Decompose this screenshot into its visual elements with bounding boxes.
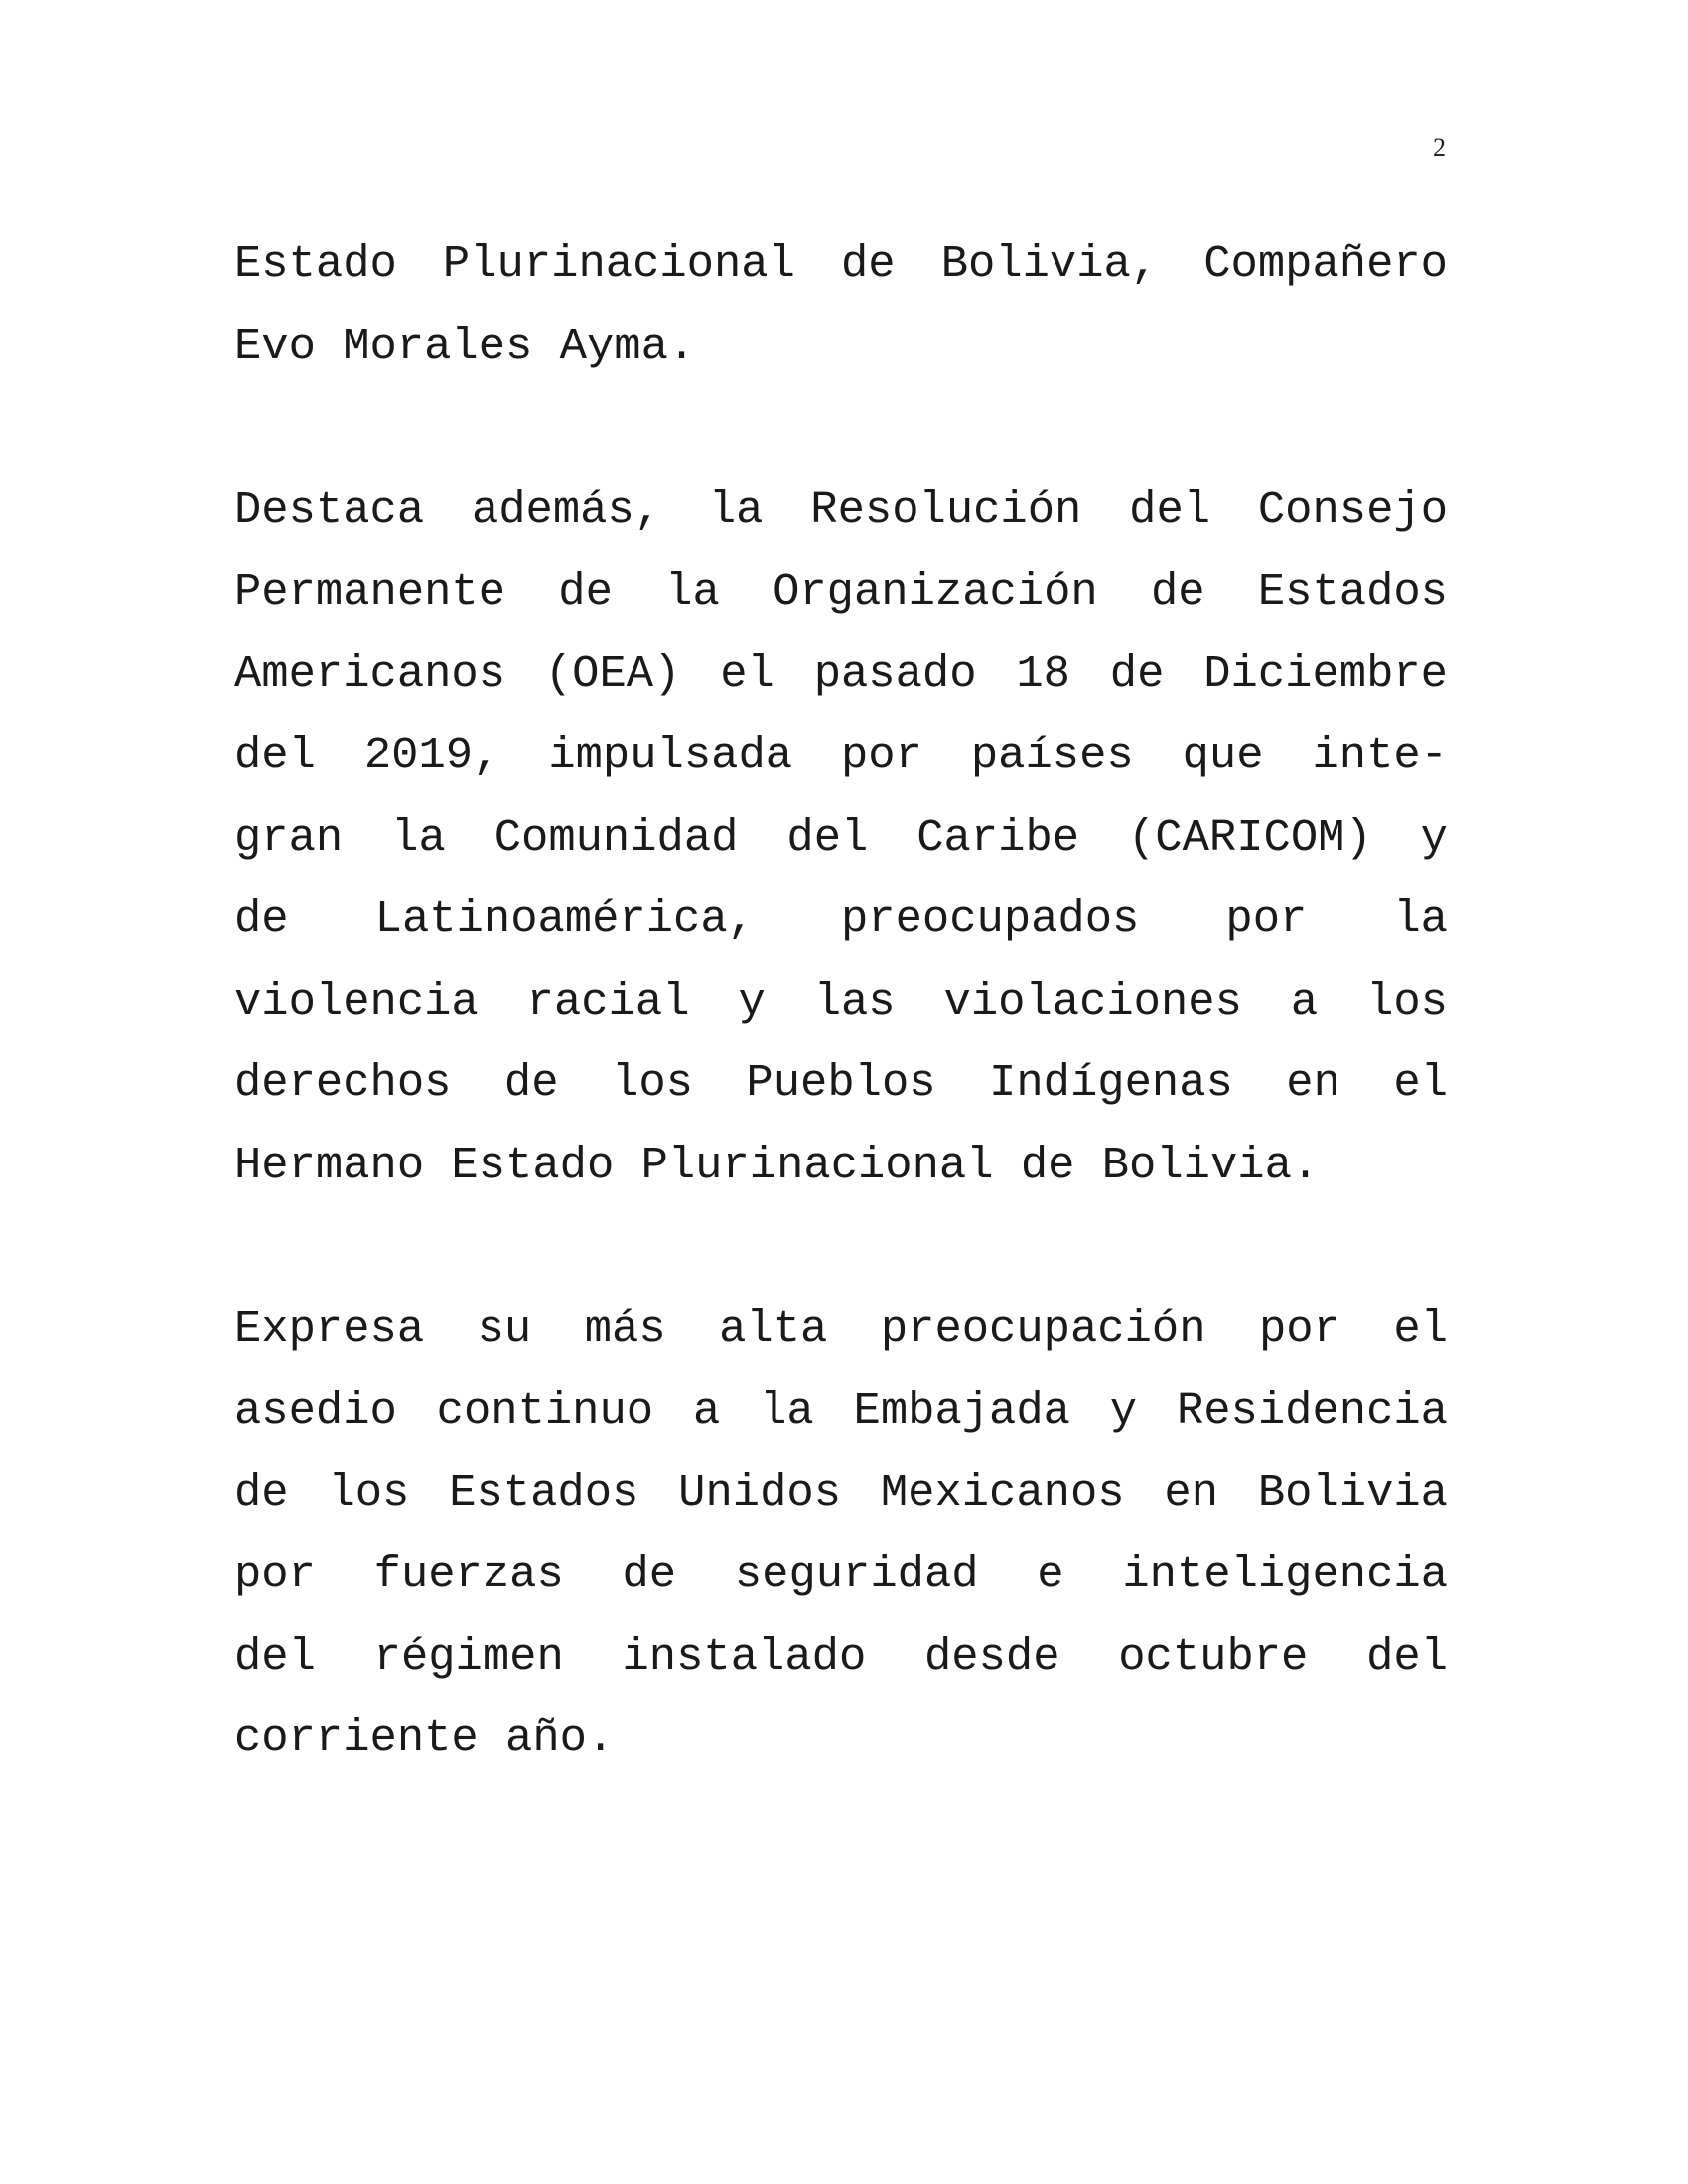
text-line: del régimen instalado desde octubre del [234,1630,1448,1683]
paragraph-1 [234,223,1448,387]
text-line: gran la Comunidad del Caribe (CARICOM) y [234,811,1448,864]
paragraph-3 [234,1289,1448,1780]
text-line: Evo Morales Ayma. [234,320,696,372]
text-line: Hermano Estado Plurinacional de Bolivia. [234,1139,1320,1191]
text-line: asedio continuo a la Embajada y Residencia [234,1385,1448,1436]
text-line: Estado Plurinacional de Bolivia, Compañero [234,238,1448,290]
text-line: violencia racial y las violaciones a los [234,975,1448,1027]
text-line: de Latinoamérica, preocupados por la [234,893,1448,945]
document-body [234,223,1448,1861]
text-line: Expresa su más alta preocupación por el [234,1302,1448,1355]
paragraph-2 [234,470,1448,1207]
page-number: 2 [1433,133,1446,162]
text-line: Permanente de la Organización de Estados [234,566,1448,617]
text-line: de los Estados Unidos Mexicanos en Bolivia [234,1466,1448,1519]
text-line: del 2019, impulsada por países que inte- [234,730,1448,781]
text-line: Destaca además, la Resolución del Consejo [234,483,1448,536]
text-line: por fuerzas de seguridad e inteligencia [234,1549,1448,1600]
text-line: Americanos (OEA) el pasado 18 de Diciembre [234,647,1448,700]
text-line: corriente año. [234,1712,615,1764]
text-line: derechos de los Pueblos Indígenas en el [234,1057,1448,1109]
